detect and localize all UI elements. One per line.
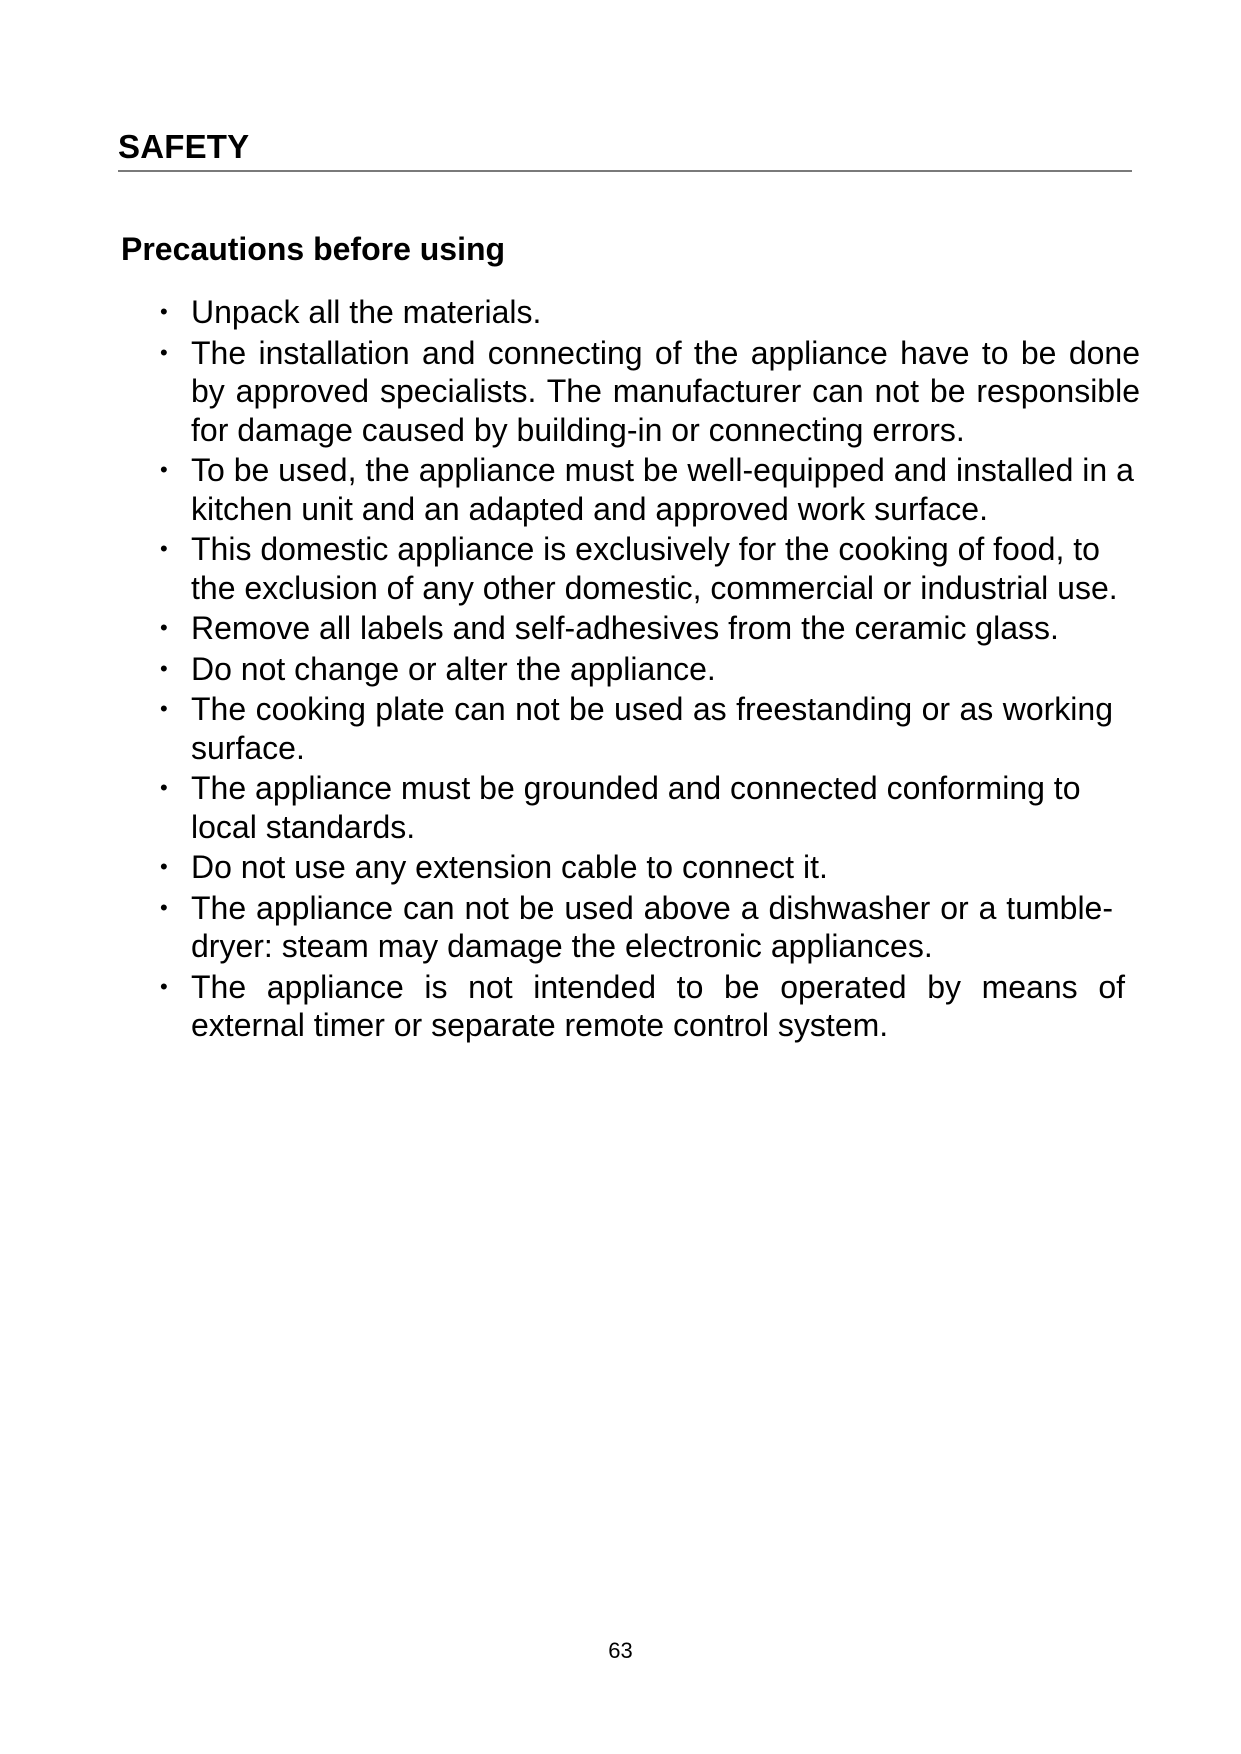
list-item-text: This domestic appliance is exclusively for the cooking of food, to the exclusion of any other domestic, commercial or industrial use. bbox=[191, 531, 1118, 606]
bullet-icon: • bbox=[160, 299, 168, 324]
list-item-text: To be used, the appliance must be well-equipped and installed in a kitchen unit and an adapted and approved work surface. bbox=[191, 452, 1134, 527]
list-item bbox=[160, 451, 1140, 528]
list-item-text: Do not use any extension cable to connect it. bbox=[191, 849, 828, 885]
list-item bbox=[160, 769, 1140, 846]
list-item bbox=[160, 848, 1140, 887]
page-number: 63 bbox=[608, 1638, 633, 1663]
list-item bbox=[160, 690, 1113, 767]
list-item bbox=[160, 530, 1140, 607]
list-item-text: Remove all labels and self-adhesives from the ceramic glass. bbox=[191, 610, 1059, 646]
list-item bbox=[160, 650, 1140, 689]
bullet-icon: • bbox=[160, 696, 168, 721]
bullet-icon: • bbox=[160, 615, 168, 640]
list-item-text: The installation and connecting of the appliance have to be done by approved specialists. The manufacturer can not be responsible for damage caused by building-in or connecting errors. bbox=[191, 334, 1140, 448]
bullet-icon: • bbox=[160, 973, 168, 999]
bullet-icon: • bbox=[160, 457, 168, 482]
bullet-icon: • bbox=[160, 536, 168, 561]
list-item bbox=[160, 889, 1113, 966]
list-item bbox=[160, 968, 1125, 1045]
list-item bbox=[160, 293, 1140, 332]
bullet-icon: • bbox=[160, 854, 168, 879]
subsection-title: Precautions before using bbox=[121, 231, 506, 267]
section-header bbox=[118, 128, 1132, 172]
list-item-text: Unpack all the materials. bbox=[191, 294, 542, 330]
section-title: SAFETY bbox=[118, 128, 250, 165]
precautions-list bbox=[160, 293, 1140, 1047]
list-item-text: The cooking plate can not be used as freestanding or as working surface. bbox=[191, 691, 1113, 766]
bullet-icon: • bbox=[160, 655, 168, 681]
list-item-text: The appliance is not intended to be operated by means of external timer or separate remote control system. bbox=[191, 968, 1125, 1043]
bullet-icon: • bbox=[160, 339, 168, 365]
list-item-text: The appliance must be grounded and connected conforming to local standards. bbox=[191, 770, 1081, 845]
list-item-text: The appliance can not be used above a dishwasher or a tumble-dryer: steam may damage the electronic appliances. bbox=[191, 889, 1113, 964]
bullet-icon: • bbox=[160, 775, 168, 800]
list-item bbox=[160, 334, 1140, 450]
list-item-text: Do not change or alter the appliance. bbox=[191, 650, 716, 687]
bullet-icon: • bbox=[160, 894, 168, 920]
list-item bbox=[160, 609, 1140, 648]
